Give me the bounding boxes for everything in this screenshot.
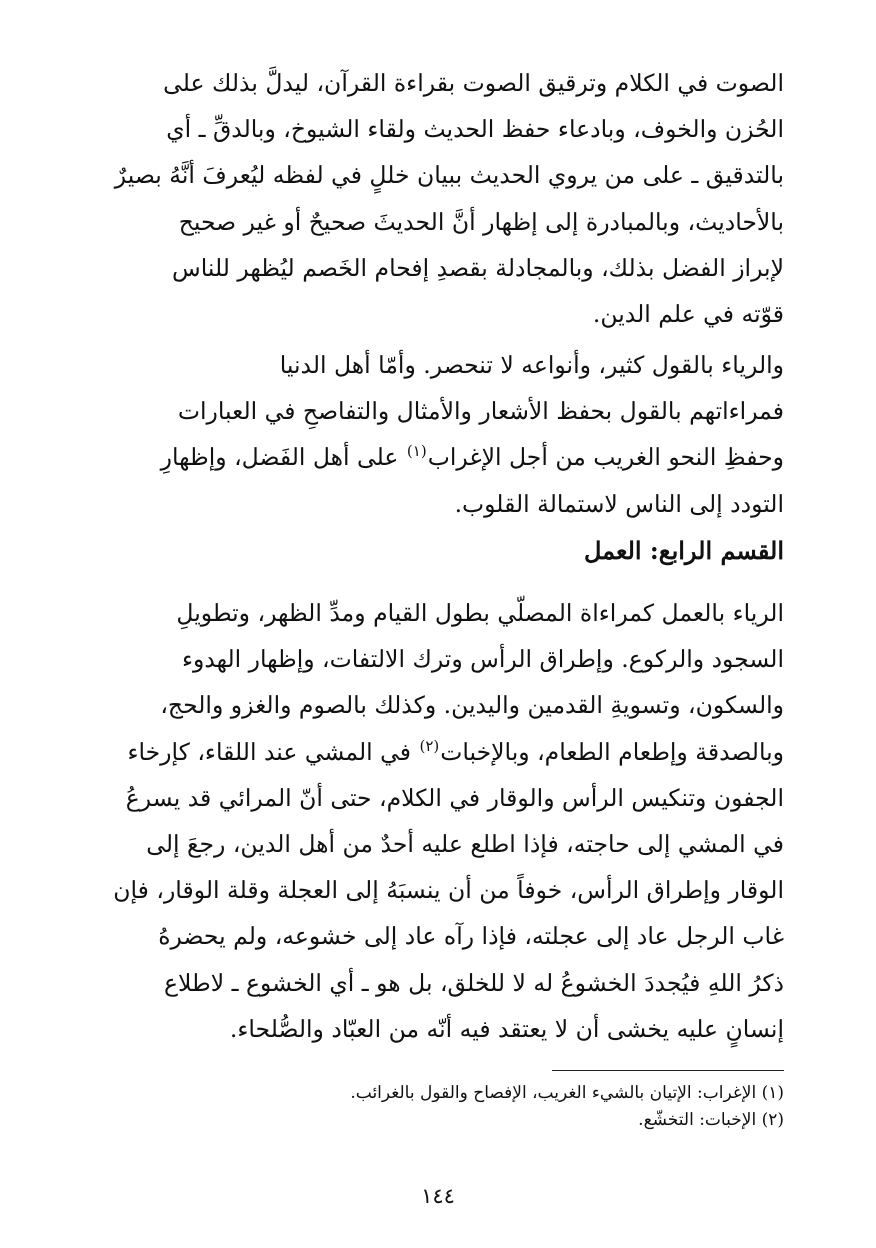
text-segment: على أهل الفَضل، وإظهارِ bbox=[160, 443, 406, 472]
text-line: لإبراز الفضل بذلك، وبالمجادلة بقصدِ إفحام الخَصم ليُظهر للناس bbox=[172, 253, 784, 282]
footnotes bbox=[92, 1080, 784, 1134]
section-heading: القسم الرابع: العمل bbox=[583, 536, 784, 565]
paragraph-2 bbox=[92, 342, 784, 527]
paragraph-3 bbox=[92, 590, 784, 1052]
paragraph-1 bbox=[92, 60, 784, 337]
text-segment: وحفظِ النحو الغريب من أجل الإغراب bbox=[427, 443, 784, 472]
text-line bbox=[92, 434, 784, 480]
footnote-marker-2: (٢) bbox=[419, 736, 440, 755]
text-line: في المشي إلى حاجته، فإذا اطلع عليه أحدٌ من أهل الدين، رجعَ إلى bbox=[146, 829, 784, 858]
text-line: الصوت في الكلام وترقيق الصوت بقراءة القرآن، ليدلَّ بذلك على bbox=[163, 69, 784, 97]
text-line: بالتدقيق ـ على من يروي الحديث ببيان خللٍ في لفظه ليُعرفَ أنَّهُ بصيرٌ bbox=[114, 161, 784, 190]
text-segment: وبالصدقة وإطعام الطعام، وبالإخبات bbox=[440, 737, 784, 766]
text-segment: في المشي عند اللقاء، كإرخاء bbox=[127, 737, 419, 766]
text-line bbox=[92, 729, 784, 775]
footnote-marker-1: (١) bbox=[406, 442, 427, 461]
text-line: والرياء بالقول كثير، وأنواعه لا تنحصر. وأمّا أهل الدنيا bbox=[279, 351, 784, 379]
text-line: الرياء بالعمل كمراءاة المصلّي بطول القيام ومدِّ الظهر، وتطويلِ bbox=[176, 599, 784, 627]
text-line: إنسانٍ عليه يخشى أن لا يعتقد فيه أنّه من العبّاد والصُّلحاء. bbox=[229, 1014, 784, 1043]
text-line: ذكرُ اللهِ فيُجددَ الخشوعُ له لا للخلق، بل هو ـ أي الخشوع ـ لاطلاع bbox=[163, 968, 784, 997]
text-line: الحُزن والخوف، وبادعاء حفظ الحديث ولقاء الشيوخ، وبالدقِّ ـ أي bbox=[166, 115, 784, 144]
text-line: والسكون، وتسويةِ القدمين واليدين. وكذلك بالصوم والغزو والحج، bbox=[160, 691, 784, 720]
text-line: غاب الرجل عاد إلى عجلته، فإذا رآه عاد إلى خشوعه، ولم يحضرهُ bbox=[158, 922, 784, 951]
text-line: التودد إلى الناس لاستمالة القلوب. bbox=[454, 489, 784, 518]
text-line: قوّته في علم الدين. bbox=[592, 299, 784, 328]
text-line: الوقار وإطراق الرأس، خوفاً من أن ينسبَهُ إلى العجلة وقلة الوقار، فإن bbox=[113, 876, 784, 905]
text-line: فمراءاتهم بالقول بحفظ الأشعار والأمثال والتفاصحِ في العبارات bbox=[177, 397, 784, 426]
page-number: ١٤٤ bbox=[421, 1184, 455, 1208]
footnote-2: (٢) الإخبات: التخشّع. bbox=[638, 1110, 784, 1130]
text-line: السجود والركوع. وإطراق الرأس وترك الالتفات، وإظهار الهدوء bbox=[181, 645, 784, 674]
text-line: الجفون وتنكيس الرأس والوقار في الكلام، حتى أنّ المرائي قد يسرعُ bbox=[125, 783, 784, 812]
footnote-divider bbox=[552, 1070, 784, 1071]
footnote-1: (١) الإغراب: الإتيان بالشيء الغريب، الإفصاح والقول بالغرائب. bbox=[350, 1083, 784, 1103]
text-line: بالأحاديث، وبالمبادرة إلى إظهار أنَّ الحديثَ صحيحٌ أو غير صحيح bbox=[178, 207, 784, 236]
